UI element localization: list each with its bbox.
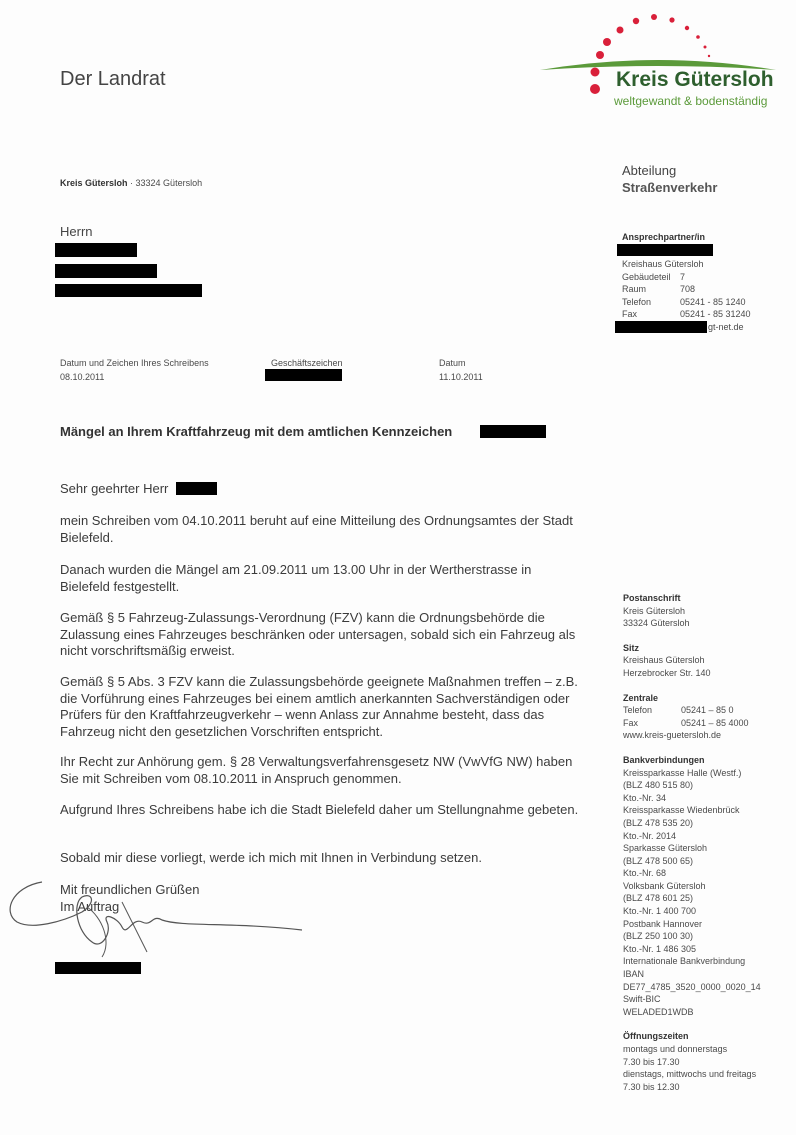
bank-line: Sparkasse Gütersloh [623, 843, 708, 854]
bank-line: (BLZ 478 500 65) [623, 855, 694, 866]
redacted-signatory [55, 962, 141, 974]
contact-row: Fax 05241 - 85 31240 [622, 309, 751, 320]
sitz-line: Herzebrocker Str. 140 [623, 667, 711, 678]
closing-im-auftrag: Im Auftrag [60, 898, 120, 914]
body-paragraph: Gemäß § 5 Abs. 3 FZV kann die Zulassungsbehörde geeignete Maßnahmen treffen – z.B. die Vorführung eines Fahrzeuges bei einem amtlich anerkannten Sachverständigen oder Prüfers für den Kraftfahrzeugverkehr – wenn Anlass zur Annahme besteht, dass das Fahrzeug nicht den gesetzlichen Vorschriften entspricht. [60, 674, 578, 739]
sender-line [60, 178, 202, 188]
contact-row: Raum 708 [622, 284, 696, 295]
bank-line: Kto.-Nr. 1 486 305 [623, 943, 697, 954]
contact-email: gt-net.de [708, 321, 744, 332]
redacted-contact-name [617, 244, 713, 256]
redacted-recipient-name [55, 243, 137, 257]
bank-line: (BLZ 478 601 25) [623, 893, 694, 904]
department-line1: Abteilung [622, 163, 677, 178]
zentrale-title: Zentrale [623, 692, 659, 703]
postanschrift-line: 33324 Gütersloh [623, 618, 690, 629]
zentrale-row: Fax 05241 – 85 4000 [623, 717, 749, 728]
hours-line: 7.30 bis 17.30 [623, 1056, 680, 1067]
bank-line: Internationale Bankverbindung [623, 956, 746, 967]
kreis-guetersloh-logo [538, 10, 778, 110]
bank-line: IBAN [623, 969, 645, 980]
postanschrift-line: Kreis Gütersloh [623, 605, 686, 616]
your-letter-label: Datum und Zeichen Ihres Schreibens [60, 358, 209, 368]
sender-address: · 33324 Gütersloh [127, 178, 203, 188]
sidebar [623, 592, 788, 1093]
bank-line: Kreissparkasse Wiedenbrück [623, 805, 740, 816]
greeting: Sehr geehrter Herr [60, 481, 169, 496]
body-paragraph: mein Schreiben vom 04.10.2011 beruht auf eine Mitteilung des Ordnungsamtes der Stadt Bielefeld. [60, 513, 573, 545]
hours-title: Öffnungszeiten [623, 1031, 689, 1042]
contact-building: Kreishaus Gütersloh [622, 259, 704, 269]
your-letter-value: 08.10.2011 [60, 372, 105, 382]
body-paragraph: Danach wurden die Mängel am 21.09.2011 um 13.00 Uhr in der Wertherstrasse in Bielefeld festgestellt. [60, 562, 532, 594]
bank-line: (BLZ 250 100 30) [623, 931, 694, 942]
date-label: Datum [439, 358, 466, 368]
department-line2: Straßenverkehr [622, 180, 718, 195]
landrat-heading: Der Landrat [60, 68, 166, 90]
bank-line: Kto.-Nr. 2014 [623, 830, 677, 841]
file-ref-label: Geschäftszeichen [271, 358, 343, 368]
redacted-recipient-street [55, 264, 157, 278]
website-link[interactable]: www.kreis-guetersloh.de [623, 730, 722, 741]
hours-line: montags und donnerstags [623, 1044, 728, 1054]
bank-line: Postbank Hannover [623, 918, 703, 929]
closing-regards: Mit freundlichen Grüßen [60, 882, 200, 897]
logo-slogan: weltgewandt & bodenständig [614, 94, 768, 108]
body-paragraph: Ihr Recht zur Anhörung gem. § 28 Verwaltungsverfahrensgesetz NW (VwVfG NW) haben Sie mit Schreiben vom 08.10.2011 in Anspruch genommen. [60, 754, 573, 786]
sitz-title: Sitz [623, 642, 640, 653]
recipient-salutation: Herrn [60, 224, 93, 239]
bank-line: WELADED1WDB [623, 1006, 694, 1017]
zentrale-row: Telefon 05241 – 85 0 [623, 705, 734, 716]
redacted-contact-email [615, 321, 707, 333]
logo-name: Kreis Gütersloh [616, 68, 774, 91]
redacted-file-ref [265, 369, 342, 381]
bank-title: Bankverbindungen [623, 754, 705, 765]
bank-line: Kto.-Nr. 68 [623, 868, 667, 879]
bank-line: Swift-BIC [623, 994, 661, 1005]
body-paragraph: Sobald mir diese vorliegt, werde ich mich mit Ihnen in Verbindung setzen. [60, 850, 482, 865]
sender-name: Kreis Gütersloh [60, 178, 128, 188]
body-paragraph: Gemäß § 5 Fahrzeug-Zulassungs-Verordnung (FZV) kann die Ordnungsbehörde die Zulassung eines Fahrzeuges beschränken oder untersagen, sobald sich ein Fahrzeug als nicht vorschriftsmäßig erweist. [60, 610, 576, 659]
body-paragraph: Aufgrund Ihres Schreibens habe ich die Stadt Bielefeld daher um Stellungnahme gebeten. [60, 802, 579, 817]
postanschrift-title: Postanschrift [623, 593, 681, 603]
bank-line: (BLZ 480 515 80) [623, 780, 694, 791]
contact-row: Gebäudeteil 7 [622, 271, 686, 282]
bank-line: (BLZ 478 535 20) [623, 817, 694, 828]
hours-line: 7.30 bis 12.30 [623, 1081, 680, 1092]
sitz-line: Kreishaus Gütersloh [623, 655, 705, 666]
contact-row: Telefon 05241 - 85 1240 [622, 296, 746, 307]
bank-line: Kto.-Nr. 34 [623, 792, 667, 803]
bank-line: Kto.-Nr. 1 400 700 [623, 906, 697, 917]
bank-line: DE77_4785_3520_0000_0020_14 [623, 981, 761, 992]
department [622, 162, 717, 196]
redacted-recipient-surname [176, 482, 217, 495]
redacted-recipient-city [55, 284, 202, 297]
subject-line: Mängel an Ihrem Kraftfahrzeug mit dem amtlichen Kennzeichen [60, 424, 453, 439]
date-value: 11.10.2011 [439, 372, 483, 382]
contact-title: Ansprechpartner/in [622, 232, 706, 242]
redacted-license-plate [480, 425, 546, 438]
bank-line: Volksbank Gütersloh [623, 880, 706, 891]
bank-line: Kreissparkasse Halle (Westf.) [623, 767, 742, 778]
hours-line: dienstags, mittwochs und freitags [623, 1069, 757, 1080]
signature-icon [2, 872, 312, 962]
